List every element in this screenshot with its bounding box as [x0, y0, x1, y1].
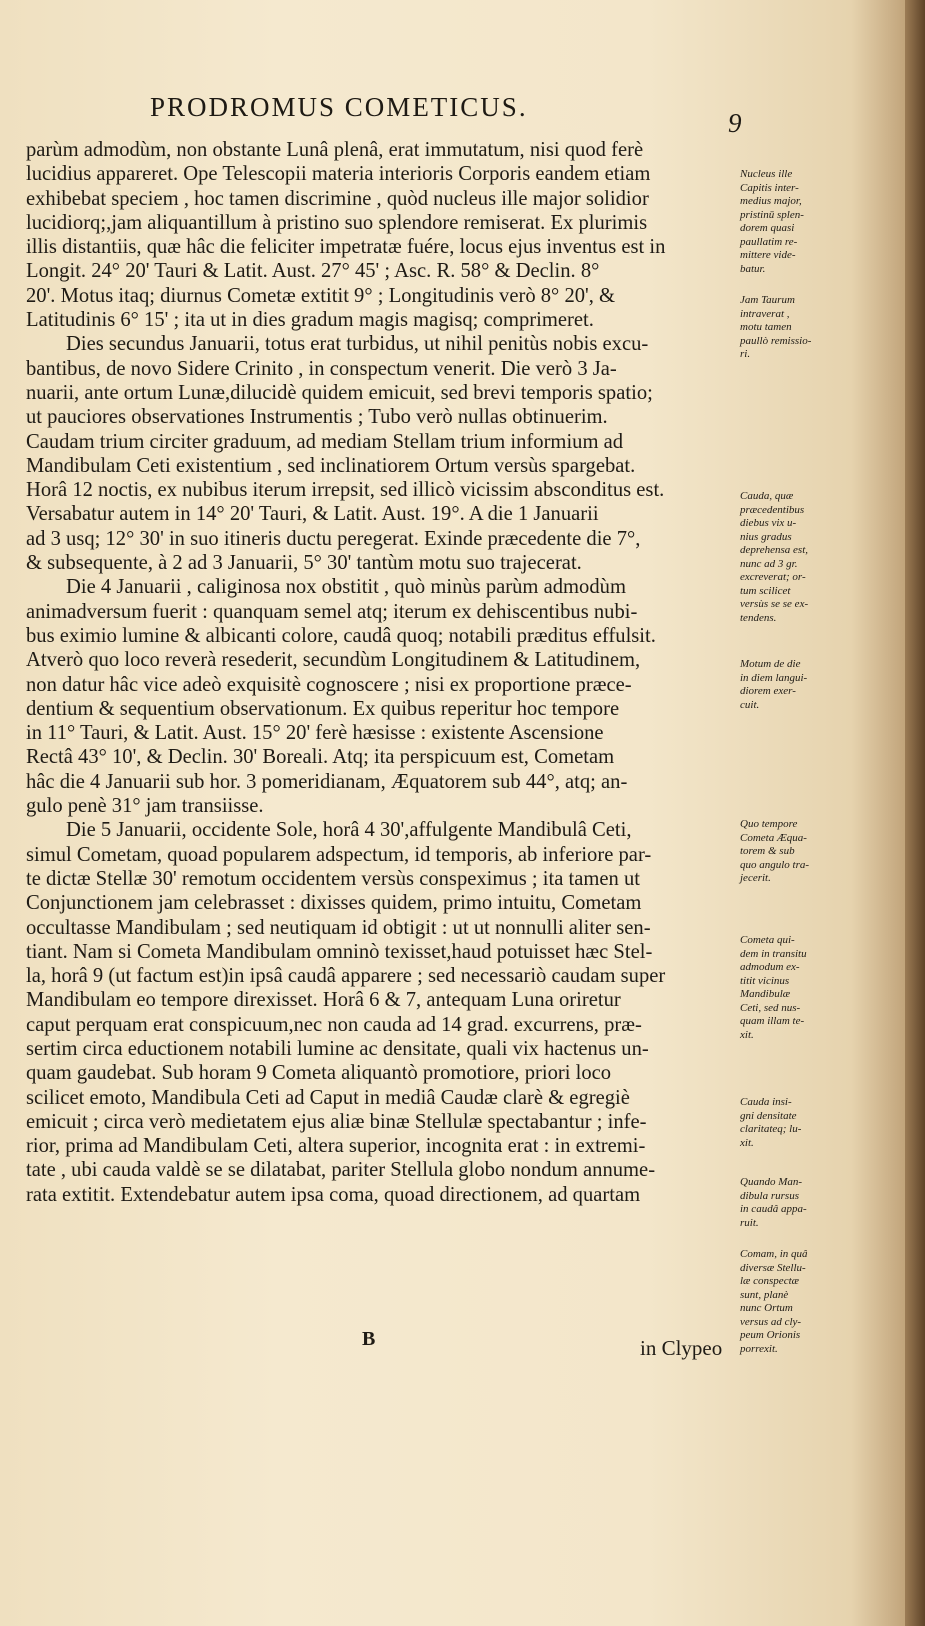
text-line: gulo penè 31° jam transiisse. — [26, 795, 264, 818]
signature-mark: B — [362, 1328, 376, 1350]
text-line: Mandibulam eo tempore direxisset. Horâ 6 & 7, antequam Luna oriretur — [26, 989, 621, 1012]
text-line: tiant. Nam si Cometa Mandibulam omninò texisset,haud potuisset hæc Stel- — [26, 940, 653, 963]
margin-note-line: admodum ex- — [740, 961, 800, 973]
margin-note-line: titit vicinus — [740, 974, 790, 987]
text-line: non datur hâc vice adeò exquisitè cognoscere ; nisi ex proportione præce- — [26, 673, 632, 696]
text-line: animadversum fuerit : quanquam semel atq; iterum ex dehiscentibus nubi- — [26, 600, 638, 623]
margin-note-line: nius gradus — [740, 530, 792, 543]
margin-note-line: læ conspectæ — [740, 1275, 799, 1287]
text-line: exhibebat speciem , hoc tamen discrimine , quòd nucleus ille major solidior — [26, 187, 649, 210]
margin-note-line: sunt, planè — [740, 1288, 789, 1301]
page-number: 9 — [728, 108, 742, 138]
text-line: nuarii, ante ortum Lunæ,dilucidè quidem emicuit, sed brevi temporis spatio; — [26, 381, 653, 404]
margin-note — [740, 934, 858, 1042]
text-line: lucidiorq;,jam aliquantillum à pristino suo splendore remiserat. Ex plurimis — [26, 211, 648, 234]
margin-note-line: Ceti, sed nus- — [740, 1001, 801, 1014]
margin-note-line: intraverat , — [740, 307, 790, 320]
text-line: tate , ubi cauda valdè se se dilatabat, pariter Stellula globo nondum annume- — [26, 1159, 656, 1182]
main-text-block — [26, 138, 744, 1207]
margin-note-line: Motum de die — [740, 658, 801, 670]
margin-note-line: claritateq; lu- — [740, 1123, 802, 1135]
margin-note-line: medius major, — [740, 195, 802, 207]
text-line: rior, prima ad Mandibulam Ceti, altera superior, incognita erat : in extremi- — [26, 1135, 646, 1158]
margin-note-line: paullò remissio- — [740, 334, 812, 347]
margin-note — [740, 1176, 858, 1230]
margin-note-line: Capitis inter- — [740, 181, 799, 194]
text-line: ut pauciores observationes Instrumentis ; Tubo verò nullas obtinuerim. — [26, 406, 608, 429]
margin-note-line: ri. — [740, 348, 751, 360]
text-line: Caudam trium circiter graduum, ad mediam Stellam trium informium ad — [26, 430, 624, 453]
text-line: Versabatur autem in 14° 20' Tauri, & Latit. Aust. 19°. A die 1 Januarii — [26, 503, 599, 526]
catchword: in Clypeo — [640, 1336, 723, 1360]
margin-note-line: cuit. — [740, 698, 760, 711]
margin-note-line: xit. — [740, 1136, 754, 1149]
text-line: bus eximio lumine & albicanti colore, caudâ quoq; notabili præditus effulsit. — [26, 624, 656, 647]
text-line: dentium & sequentium observationum. Ex quibus reperitur hoc tempore — [26, 697, 620, 720]
margin-note-line: tum scilicet — [740, 584, 791, 597]
text-line: ad 3 usq; 12° 30' in suo itineris ductu peregerat. Exinde præcedente die 7°, — [26, 527, 641, 550]
margin-note-line: dibula rursus — [740, 1189, 799, 1202]
margin-note-line: Nucleus ille — [740, 168, 793, 180]
margin-note-line: paullatim re- — [740, 235, 798, 248]
text-line: Mandibulam Ceti existentium , sed inclinatiorem Ortum versùs spargebat. — [26, 454, 636, 477]
margin-note-line: nunc Ortum — [740, 1302, 793, 1314]
margin-note-line: Comam, in quâ — [740, 1248, 808, 1260]
text-line: in 11° Tauri, & Latit. Aust. 15° 20' ferè hæsisse : existente Ascensione — [26, 722, 604, 745]
margin-note-line: deprehensa est, — [740, 544, 809, 556]
text-line: Conjunctionem jam celebrasset : dixisses quidem, primo intuitu, Cometam — [26, 892, 642, 915]
text-line: Horâ 12 noctis, ex nubibus iterum irrepsit, sed illicò vicissim absconditus est. — [26, 479, 665, 502]
text-line: Latitudinis 6° 15' ; ita ut in dies gradum magis magisq; comprimeret. — [26, 309, 594, 332]
text-line: occultasse Mandibulam ; sed neutiquam id obtigit : ut ut nonnulli aliter sen- — [26, 916, 651, 939]
text-line: emicuit ; circa verò medietatem ejus aliæ binæ Stellulæ spectabantur ; infe- — [26, 1110, 647, 1133]
margin-note-line: xit. — [740, 1028, 754, 1041]
margin-note-line: pristinū splen- — [740, 208, 804, 221]
running-title: PRODROMUS COMETICUS. — [150, 92, 528, 122]
margin-note — [740, 168, 858, 276]
margin-note-line: torem & sub — [740, 845, 795, 857]
margin-note-line: diorem exer- — [740, 685, 796, 697]
text-line: bantibus, de novo Sidere Crinito , in conspectum venerit. Die verò 3 Ja- — [26, 357, 617, 380]
margin-note-line: jecerit. — [740, 872, 771, 884]
margin-note-line: Cometa qui- — [740, 934, 795, 946]
margin-note-line: Quo tempore — [740, 818, 798, 830]
margin-note — [740, 1096, 858, 1150]
margin-note-line: diebus vix u- — [740, 517, 797, 529]
page-edge — [905, 0, 925, 1626]
margin-note — [740, 1248, 858, 1356]
margin-note-line: diversæ Stellu- — [740, 1261, 806, 1274]
text-line: & subsequente, à 2 ad 3 Januarii, 5° 30' tantùm motu suo trajecerat. — [26, 552, 582, 575]
text-line: hâc die 4 Januarii sub hor. 3 pomeridianam, Æquatorem sub 44°, atq; an- — [26, 770, 628, 793]
text-line: Atverò quo loco reverà resederit, secundùm Longitudinem & Latitudinem, — [26, 649, 641, 672]
margin-note-line: excreverat; or- — [740, 571, 806, 583]
margin-note-line: gni densitate — [740, 1109, 797, 1122]
margin-note-line: ruit. — [740, 1216, 759, 1229]
text-line: 20'. Motus itaq; diurnus Cometæ extitit 9° ; Longitudinis verò 8° 20', & — [26, 284, 616, 307]
margin-note-line: versus ad cly- — [740, 1315, 802, 1328]
margin-note-line: mittere vide- — [740, 249, 796, 261]
margin-note-line: dem in transitu — [740, 947, 807, 960]
margin-note-line: motu tamen — [740, 321, 792, 333]
margin-note-line: peum Orionis — [740, 1329, 801, 1341]
text-line: illis distantiis, quæ hâc die feliciter impetratæ fuére, locus ejus inventus est in — [26, 236, 666, 259]
paragraph-start-line: Die 5 Januarii, occidente Sole, horâ 4 30',affulgente Mandibulâ Ceti, — [66, 819, 632, 842]
margin-note-line: porrexit. — [740, 1342, 778, 1355]
text-line: Rectâ 43° 10', & Declin. 30' Boreali. Atq; ita perspicuum est, Cometam — [26, 746, 615, 769]
margin-note — [740, 658, 858, 712]
margin-note-line: Cauda insi- — [740, 1096, 792, 1108]
paragraph-start-line: Dies secundus Januarii, totus erat turbidus, ut nihil penitùs nobis excu- — [66, 333, 649, 356]
text-line: quam gaudebat. Sub horam 9 Cometa aliquantò promotiore, priori loco — [26, 1062, 612, 1085]
margin-note-line: dorem quasi — [740, 222, 795, 234]
text-line: rata extitit. Extendebatur autem ipsa coma, quoad directionem, ad quartam — [26, 1183, 641, 1206]
margin-note — [740, 490, 858, 625]
margin-note-line: Mandibulæ — [740, 988, 791, 1000]
margin-note — [740, 818, 858, 886]
margin-note-line: in diem langui- — [740, 671, 808, 684]
text-line: sertim circa eductionem notabili lumine ac densitate, quali vix hactenus un- — [26, 1037, 649, 1060]
margin-note-line: præcedentibus — [740, 503, 805, 516]
margin-note-line: in caudâ appa- — [740, 1203, 807, 1215]
text-line: te dictæ Stellæ 30' remotum occidentem versùs conspeximus ; ita tamen ut — [26, 867, 640, 890]
text-line: la, horâ 9 (ut factum est)in ipsâ caudâ apparere ; sed necessariò caudam super — [26, 965, 666, 988]
margin-note-line: Cometa Æqua- — [740, 831, 807, 844]
text-line: parùm admodùm, non obstante Lunâ plenâ, erat immutatum, nisi quod ferè — [26, 139, 644, 161]
text-line: caput perquam erat conspicuum,nec non cauda ad 14 grad. excurrens, præ- — [26, 1013, 642, 1036]
margin-note-line: quam illam te- — [740, 1015, 805, 1027]
margin-note-line: nunc ad 3 gr. — [740, 557, 798, 570]
paragraph-start-line: Die 4 Januarii , caliginosa nox obstitit , quò minùs parùm admodùm — [66, 576, 626, 599]
text-line: simul Cometam, quoad popularem adspectum, id temporis, ab inferiore par- — [26, 843, 652, 866]
margin-note-line: Quando Man- — [740, 1176, 803, 1188]
margin-note-line: tendens. — [740, 611, 777, 624]
margin-note-line: Cauda, quæ — [740, 490, 794, 502]
text-line: Longit. 24° 20' Tauri & Latit. Aust. 27° 45' ; Asc. R. 58° & Declin. 8° — [26, 260, 600, 283]
margin-note-line: Jam Taurum — [740, 294, 795, 306]
margin-note-line: versùs se se ex- — [740, 598, 809, 610]
margin-note-line: quo angulo tra- — [740, 858, 810, 871]
margin-note — [740, 294, 858, 362]
text-line: lucidius appareret. Ope Telescopii materia interioris Corporis eandem etiam — [26, 163, 651, 186]
margin-note-line: batur. — [740, 262, 766, 275]
text-line: scilicet emoto, Mandibula Ceti ad Caput in mediâ Caudæ clarè & egregiè — [26, 1086, 630, 1109]
